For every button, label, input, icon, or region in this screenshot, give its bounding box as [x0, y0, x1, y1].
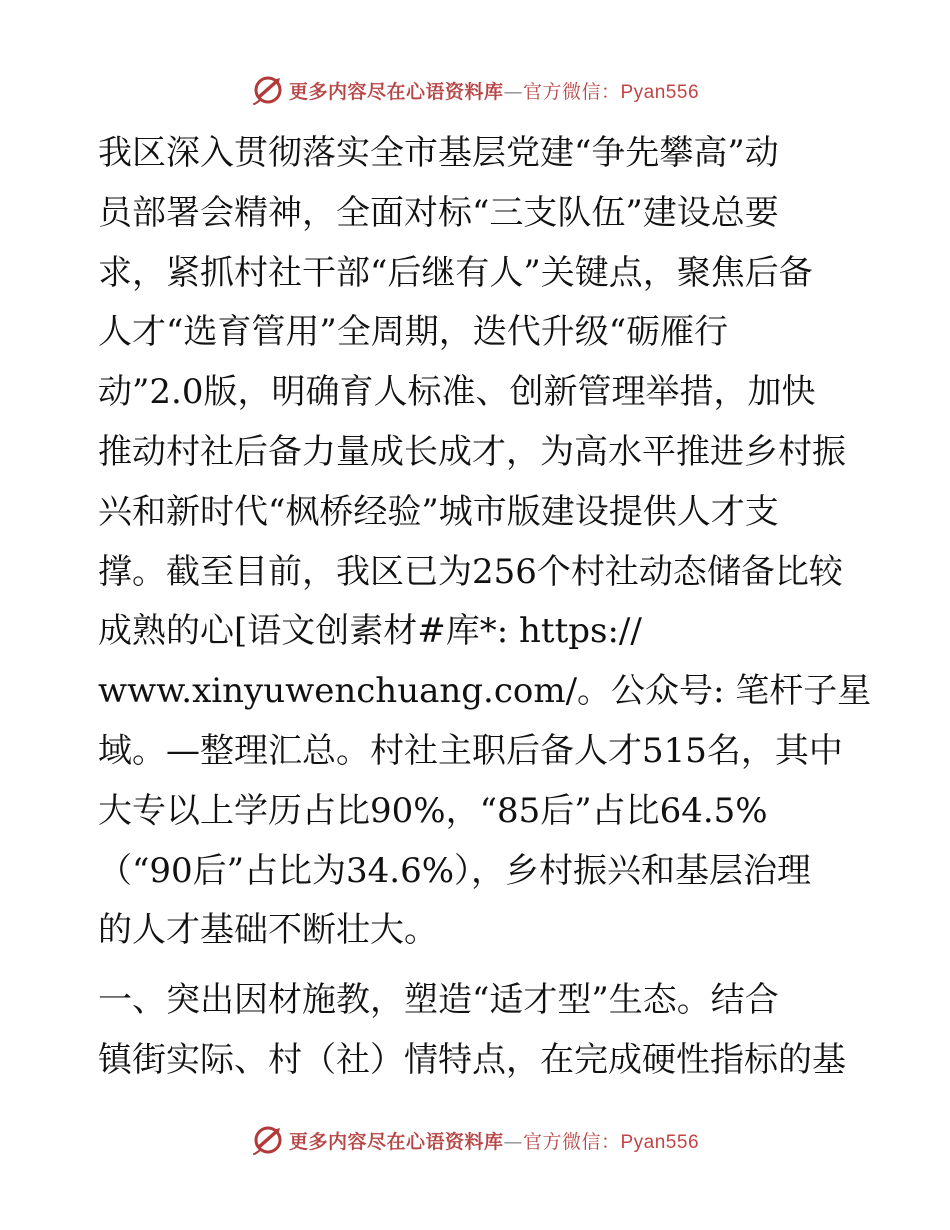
header-promo-text [289, 77, 699, 104]
text-line: 成熟的心[语文创素材#库*: https:// [98, 611, 642, 652]
brand-logo-icon [251, 1123, 285, 1157]
header-title: 更多内容尽在心语资料库 [288, 80, 504, 103]
footer-wechat-id: Pyan556 [620, 1131, 700, 1153]
text-line: 大专以上学历占比90%，“85后”占比64.5% [98, 790, 768, 831]
text-line: 镇街实际、村（社）情特点，在完成硬性指标的基 [98, 1039, 846, 1080]
text-line: www.xinyuwenchuang.com/。公众号: 笔杆子星 [98, 671, 872, 712]
footer-title: 更多内容尽在心语资料库 [288, 1130, 504, 1153]
text-line: 我区深入贯彻落实全市基层党建“争先攀高”动 [98, 133, 779, 173]
text-line: 一、突出因材施教，塑造“适才型”生态。结合 [98, 980, 779, 1021]
header-wechat-label: 官方微信： [522, 80, 621, 103]
text-line: 兴和新时代“枫桥经验”城市版建设提供人才支 [98, 491, 779, 532]
header-wechat-id: Pyan556 [620, 81, 700, 103]
text-line: 撑。截至目前，我区已为256个村社动态储备比较 [98, 551, 843, 592]
text-line: 推动村社后备力量成长成才，为高水平推进乡村振 [98, 431, 846, 472]
footer-wechat-label: 官方微信： [522, 1130, 621, 1153]
text-line: 域。—整理汇总。村社主职后备人才515名，其中 [98, 730, 843, 771]
footer-dash: — [503, 1130, 523, 1153]
text-line: 求，紧抓村社干部“后继有人”关键点，聚焦后备 [98, 252, 813, 293]
paragraph-intro [98, 124, 872, 961]
document-body [98, 124, 872, 1091]
text-line: （“90后”占比为34.6%），乡村振兴和基层治理 [98, 850, 812, 891]
text-line: 人才“选育管用”全周期，迭代升级“砺雁行 [98, 312, 729, 353]
text-line: 动”2.0版，明确育人标准、创新管理举措，加快 [98, 372, 816, 413]
text-line: 的人才基础不断壮大。 [98, 910, 438, 951]
footer-banner [0, 1120, 950, 1160]
brand-logo-icon [251, 73, 285, 107]
footer-promo-text [289, 1127, 699, 1154]
header-banner [0, 70, 950, 110]
text-line: 员部署会精神，全面对标“三支队伍”建设总要 [98, 192, 779, 233]
header-dash: — [503, 80, 523, 103]
paragraph-section-one [98, 971, 858, 1091]
